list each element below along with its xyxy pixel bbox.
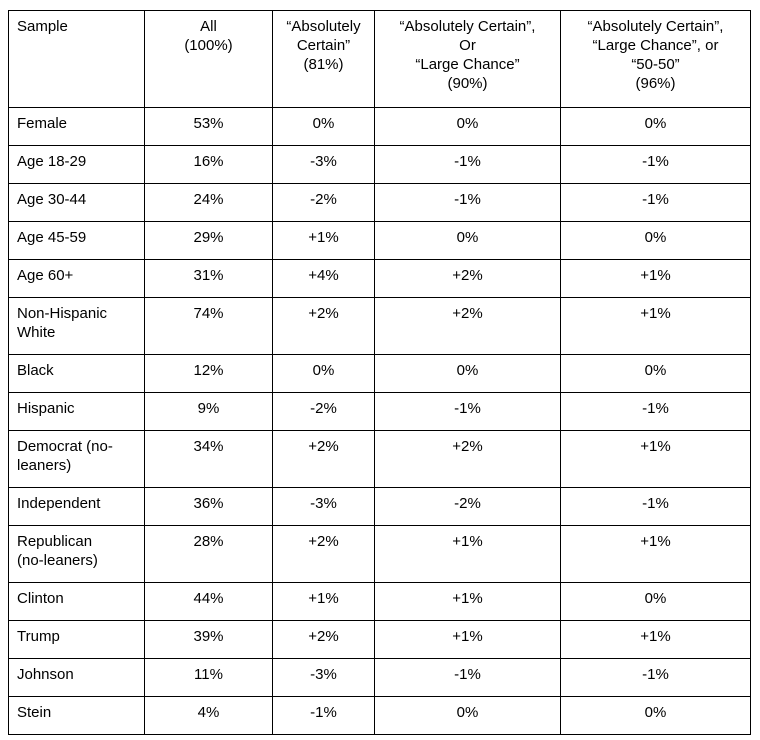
sample-line: Age 60+ <box>17 267 74 284</box>
cell-certain-large-5050: +1% <box>561 298 751 355</box>
sample-breakdown-table <box>8 10 751 735</box>
header-certain-large-line: Or <box>459 37 476 54</box>
cell-certain-large: +2% <box>375 260 561 298</box>
header-certain-large-5050-line: “Large Chance”, or <box>592 37 719 54</box>
sample-line: Non-Hispanic <box>17 305 108 322</box>
cell-sample <box>9 298 145 355</box>
table-row <box>9 355 751 393</box>
cell-all: 28% <box>145 526 273 583</box>
cell-certain-large-5050: +1% <box>561 621 751 659</box>
header-certain-large-5050-line: (96%) <box>635 75 676 92</box>
header-sample-label: Sample <box>17 18 68 35</box>
cell-sample <box>9 526 145 583</box>
cell-all: 16% <box>145 146 273 184</box>
cell-certain: +2% <box>273 298 375 355</box>
table-row <box>9 583 751 621</box>
table-row <box>9 146 751 184</box>
cell-sample <box>9 260 145 298</box>
sample-line: Age 18-29 <box>17 153 87 170</box>
header-certain-large-5050 <box>561 11 751 108</box>
table-row <box>9 260 751 298</box>
cell-sample <box>9 659 145 697</box>
cell-certain-large-5050: -1% <box>561 393 751 431</box>
cell-certain-large-5050: +1% <box>561 526 751 583</box>
header-row <box>9 11 751 108</box>
cell-certain-large: 0% <box>375 108 561 146</box>
cell-certain: -3% <box>273 146 375 184</box>
cell-certain-large: -1% <box>375 184 561 222</box>
cell-certain: +2% <box>273 431 375 488</box>
cell-certain-large: +1% <box>375 583 561 621</box>
table-row <box>9 393 751 431</box>
cell-certain-large: +2% <box>375 298 561 355</box>
sample-line: Independent <box>17 495 101 512</box>
cell-sample <box>9 697 145 735</box>
cell-sample <box>9 393 145 431</box>
cell-all: 34% <box>145 431 273 488</box>
sample-line: Democrat (no- <box>17 438 113 455</box>
table-row <box>9 108 751 146</box>
table-row <box>9 222 751 260</box>
cell-certain-large-5050: -1% <box>561 184 751 222</box>
sample-line: Female <box>17 115 68 132</box>
header-certain-large-5050-line: “Absolutely Certain”, <box>587 18 724 35</box>
table-row <box>9 431 751 488</box>
cell-certain: 0% <box>273 108 375 146</box>
cell-all: 11% <box>145 659 273 697</box>
header-certain-line: “Absolutely <box>286 18 361 35</box>
cell-all: 39% <box>145 621 273 659</box>
cell-certain: +2% <box>273 621 375 659</box>
cell-certain-large-5050: -1% <box>561 659 751 697</box>
cell-all: 53% <box>145 108 273 146</box>
table-row <box>9 697 751 735</box>
sample-line: Hispanic <box>17 400 75 417</box>
cell-sample <box>9 621 145 659</box>
cell-certain-large-5050: -1% <box>561 146 751 184</box>
header-all <box>145 11 273 108</box>
cell-certain-large: +1% <box>375 526 561 583</box>
table-row <box>9 621 751 659</box>
sample-line: Johnson <box>17 666 74 683</box>
cell-sample <box>9 184 145 222</box>
cell-certain: +1% <box>273 583 375 621</box>
cell-certain: -2% <box>273 184 375 222</box>
header-certain-large-line: “Absolutely Certain”, <box>399 18 536 35</box>
cell-certain-large: 0% <box>375 222 561 260</box>
cell-certain-large-5050: 0% <box>561 355 751 393</box>
cell-all: 74% <box>145 298 273 355</box>
cell-certain-large: -1% <box>375 659 561 697</box>
table-row <box>9 659 751 697</box>
header-certain-large <box>375 11 561 108</box>
cell-certain-large: +1% <box>375 621 561 659</box>
cell-sample <box>9 583 145 621</box>
cell-certain: -3% <box>273 659 375 697</box>
cell-certain: -2% <box>273 393 375 431</box>
header-certain-large-5050-line: “50-50” <box>631 56 680 73</box>
sample-line: Clinton <box>17 590 64 607</box>
header-all-line: (100%) <box>184 37 233 54</box>
cell-certain-large: 0% <box>375 355 561 393</box>
cell-all: 24% <box>145 184 273 222</box>
cell-all: 4% <box>145 697 273 735</box>
cell-all: 29% <box>145 222 273 260</box>
cell-certain-large-5050: -1% <box>561 488 751 526</box>
cell-certain-large-5050: +1% <box>561 260 751 298</box>
sample-line: Republican <box>17 533 93 550</box>
table-row <box>9 526 751 583</box>
cell-certain: -1% <box>273 697 375 735</box>
cell-certain-large: +2% <box>375 431 561 488</box>
header-certain-large-line: (90%) <box>447 75 488 92</box>
header-all-line: All <box>200 18 217 35</box>
sample-line: Stein <box>17 704 52 721</box>
cell-sample <box>9 146 145 184</box>
sample-line: Trump <box>17 628 60 645</box>
cell-certain-large: -1% <box>375 393 561 431</box>
cell-certain-large: -2% <box>375 488 561 526</box>
cell-sample <box>9 108 145 146</box>
sample-line: (no-leaners) <box>17 552 98 569</box>
header-certain-line: (81%) <box>303 56 344 73</box>
cell-certain: +4% <box>273 260 375 298</box>
cell-all: 31% <box>145 260 273 298</box>
cell-sample <box>9 488 145 526</box>
sample-line: leaners) <box>17 457 72 474</box>
cell-certain: 0% <box>273 355 375 393</box>
cell-all: 12% <box>145 355 273 393</box>
cell-certain: +1% <box>273 222 375 260</box>
cell-certain: +2% <box>273 526 375 583</box>
cell-all: 9% <box>145 393 273 431</box>
sample-line: Age 45-59 <box>17 229 87 246</box>
cell-certain-large: 0% <box>375 697 561 735</box>
cell-certain-large: -1% <box>375 146 561 184</box>
header-sample <box>9 11 145 108</box>
cell-certain-large-5050: 0% <box>561 108 751 146</box>
header-certain-line: Certain” <box>296 37 351 54</box>
sample-line: Black <box>17 362 54 379</box>
table-row <box>9 184 751 222</box>
cell-certain-large-5050: 0% <box>561 222 751 260</box>
cell-all: 36% <box>145 488 273 526</box>
cell-all: 44% <box>145 583 273 621</box>
table-row <box>9 298 751 355</box>
cell-certain-large-5050: 0% <box>561 583 751 621</box>
cell-sample <box>9 355 145 393</box>
header-certain-large-line: “Large Chance” <box>415 56 520 73</box>
header-certain <box>273 11 375 108</box>
table-row <box>9 488 751 526</box>
cell-certain-large-5050: +1% <box>561 431 751 488</box>
cell-certain-large-5050: 0% <box>561 697 751 735</box>
cell-sample <box>9 222 145 260</box>
sample-line: White <box>17 324 56 341</box>
cell-sample <box>9 431 145 488</box>
sample-line: Age 30-44 <box>17 191 87 208</box>
cell-certain: -3% <box>273 488 375 526</box>
